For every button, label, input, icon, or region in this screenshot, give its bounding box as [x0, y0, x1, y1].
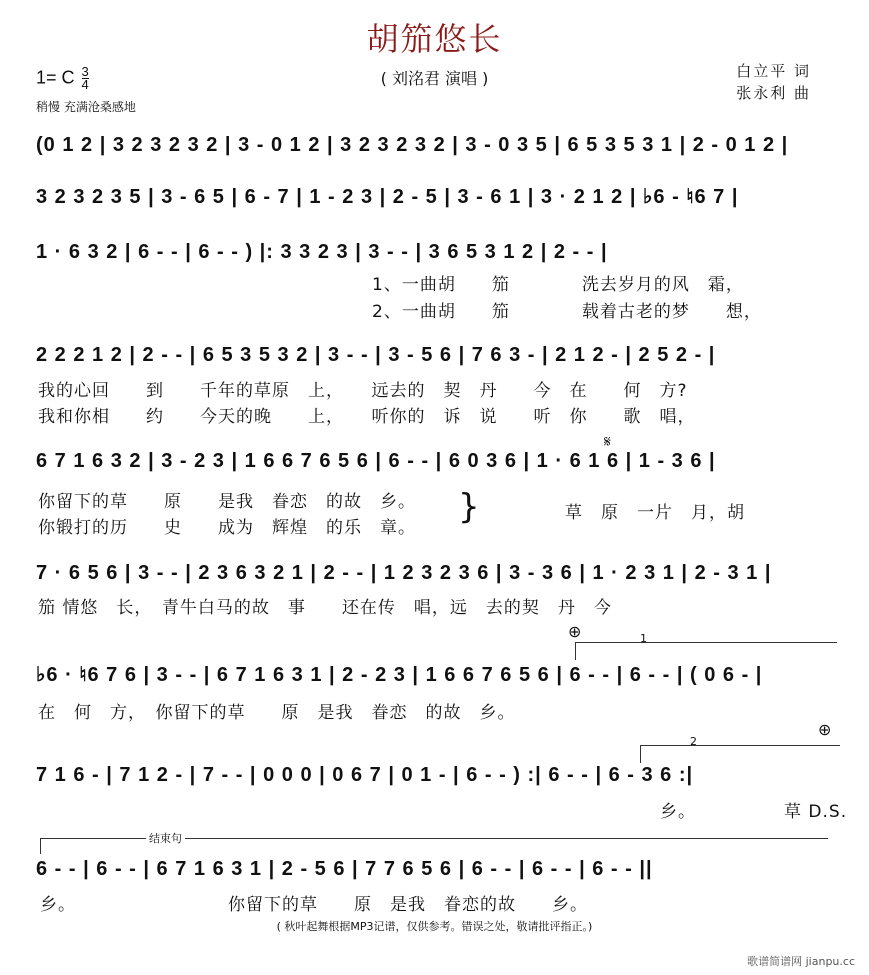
lyrics-verse2-c: 你锻打的历 史 成为 辉煌 的乐 章。: [38, 518, 416, 538]
tempo-marking: 稍慢 充满沧桑感地: [36, 100, 136, 114]
composer-credit: 张永利 曲: [736, 84, 811, 102]
volta-2-hook: [640, 745, 641, 763]
notation-line-5: 6 7 1 6 3 2 | 3 - 2 3 | 1 6 6 7 6 5 6 | 6 - - | 6 0 3 6 | 1 · 6 1 6 | 1 - 3 6 |: [36, 450, 716, 472]
footnote: ( 秋叶起舞根据MP3记谱，仅供参考。错误之处，敬请批评指正。): [276, 920, 593, 933]
volta-2-line: [640, 745, 840, 746]
notation-line-7: ♭6 · ♮6 7 6 | 3 - - | 6 7 1 6 3 1 | 2 - 2 3 | 1 6 6 7 6 5 6 | 6 - - | 6 - - | ( 0 6 - |: [36, 664, 763, 686]
notation-line-8: 7 1 6 - | 7 1 2 - | 7 - - | 0 0 0 | 0 6 7 | 0 1 - | 6 - - ) :| 6 - - | 6 - 3 6 :|: [36, 764, 694, 786]
volta-1-hook: [575, 642, 576, 660]
lyricist-credit: 白立平 词: [736, 62, 811, 80]
time-sig-bottom: 4: [81, 77, 89, 92]
notation-line-9: 6 - - | 6 - - | 6 7 1 6 3 1 | 2 - 5 6 | 7 7 6 5 6 | 6 - - | 6 - - | 6 - - ||: [36, 858, 653, 880]
lyrics-line-f2: 草 D.S.: [784, 802, 848, 822]
watermark: 歌谱简谱网 jianpu.cc: [747, 955, 855, 968]
lyrics-line-f1: 乡。: [660, 802, 696, 822]
notation-line-3: 1 · 6 3 2 | 6 - - | 6 - - ) |: 3 3 2 3 | 3 - - | 3 6 5 3 1 2 | 2 - - |: [36, 241, 608, 263]
lyrics-line-g1: 乡。: [40, 895, 76, 915]
volta-1-label: 1: [640, 632, 647, 645]
lyrics-chorus-a: 草 原 一片 月，胡: [565, 503, 745, 523]
lyrics-verse2-b: 我和你相 约 今天的晚 上， 听你的 诉 说 听 你 歌 唱，: [38, 407, 696, 427]
lyrics-verse1-b: 我的心回 到 千年的草原 上， 远去的 契 丹 今 在 何 方?: [38, 381, 688, 401]
key-label: 1= C: [36, 67, 75, 88]
key-signature: [36, 66, 89, 91]
time-sig-top: 3: [81, 64, 89, 79]
lyrics-verse1-c: 你留下的草 原 是我 眷恋 的故 乡。: [38, 492, 416, 512]
coda-symbol-1: ⊕: [568, 622, 582, 641]
notation-line-1: (0 1 2 | 3 2 3 2 3 2 | 3 - 0 1 2 | 3 2 3 2 3 2 | 3 - 0 3 5 | 6 5 3 5 3 1 | 2 - 0 1 2 |: [36, 134, 789, 156]
time-signature: [82, 66, 89, 91]
ending-label: 结束句: [146, 830, 185, 846]
ending-hook: [40, 838, 41, 854]
coda-symbol-2: ⊕: [818, 720, 832, 739]
lyrics-verse2-a: 2、一曲胡 笳 载着古老的梦 想，: [372, 302, 762, 322]
verse-brace: }: [458, 487, 480, 527]
page-title: 胡笳悠长: [366, 20, 503, 58]
notation-line-6: 7 · 6 5 6 | 3 - - | 2 3 6 3 2 1 | 2 - - | 1 2 3 2 3 6 | 3 - 3 6 | 1 · 2 3 1 | 2 - 3 1 |: [36, 562, 772, 584]
volta-2-label: 2: [690, 735, 697, 748]
lyrics-verse1-a: 1、一曲胡 笳 洗去岁月的风 霜，: [372, 275, 744, 295]
lyrics-line-g2: 你留下的草 原 是我 眷恋的故 乡。: [228, 895, 588, 915]
notation-line-4: 2 2 2 1 2 | 2 - - | 6 5 3 5 3 2 | 3 - - | 3 - 5 6 | 7 6 3 - | 2 1 2 - | 2 5 2 - |: [36, 344, 716, 366]
volta-1-line: [575, 642, 837, 643]
lyrics-line-e: 在 何 方， 你留下的草 原 是我 眷恋 的故 乡。: [38, 703, 516, 723]
performer-line: ( 刘洺君 演唱 ): [380, 69, 489, 88]
lyrics-line-d: 笳 情悠 长， 青牛白马的故 事 还在传 唱，远 去的契 丹 今: [38, 598, 612, 618]
notation-line-2: 3 2 3 2 3 5 | 3 - 6 5 | 6 - 7 | 1 - 2 3 | 2 - 5 | 3 - 6 1 | 3 · 2 1 2 | ♭6 - ♮6 7 |: [36, 186, 739, 208]
segno-symbol: 𝄋: [604, 432, 611, 451]
